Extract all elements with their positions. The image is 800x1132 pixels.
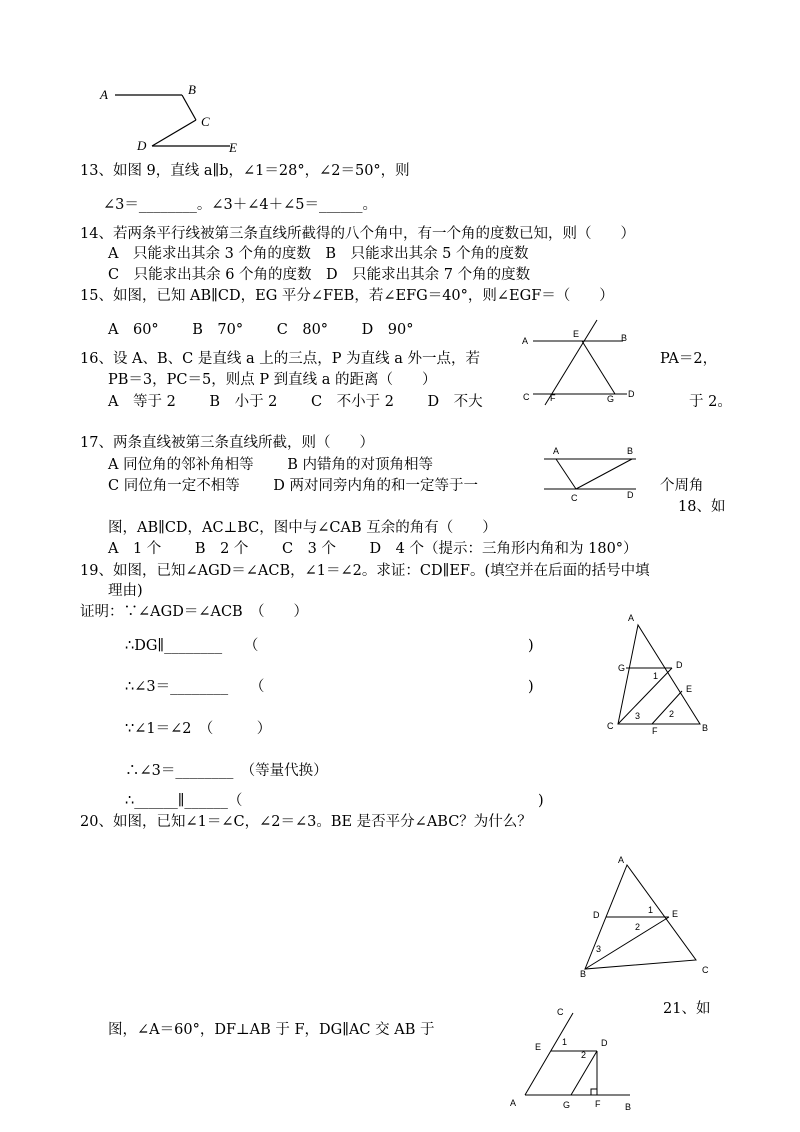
q20-label-1: 1	[648, 905, 654, 915]
q19-proof-4: ∵∠1＝∠2 （ ）	[125, 721, 272, 737]
q14-options-cd: C 只能求出其余 6 个角的度数 D 只能求出其余 7 个角的度数	[108, 267, 531, 283]
q14-options-ab: A 只能求出其余 3 个角的度数 B 只能求出其余 5 个角的度数	[108, 246, 529, 262]
figure-q21	[505, 1005, 640, 1115]
q20-label-3: 3	[596, 944, 602, 954]
q21-stem: 图，∠A＝60°，DF⊥AB 于 F，DG∥AC 交 AB 于	[108, 1022, 435, 1038]
figure-q17	[540, 442, 650, 507]
q19-proof-2-close: )	[528, 638, 534, 654]
q16-options-end: 于 2。	[689, 394, 732, 410]
q17-label-c: C	[571, 493, 578, 503]
q21-label-d: D	[601, 1038, 608, 1048]
label-d: D	[137, 138, 147, 153]
q17-options-ab: A 同位角的邻补角相等 B 内错角的对顶角相等	[108, 457, 433, 473]
q19-label-f: F	[652, 726, 658, 736]
figure-q19	[600, 605, 720, 740]
q17-options-cd-end: 个周角	[660, 478, 704, 494]
q16-line1-end: PA＝2，	[660, 351, 718, 367]
q21-label-c: C	[557, 1007, 564, 1017]
q15-label-e: E	[573, 329, 580, 339]
q19-proof-6-close: )	[538, 793, 544, 809]
q20-label-e: E	[672, 909, 679, 919]
q15-label-b: B	[621, 333, 628, 343]
figure-q20	[580, 848, 720, 983]
q17-stem: 17、两条直线被第三条直线所截，则（ ）	[80, 435, 374, 451]
q21-label-e: E	[535, 1042, 542, 1052]
q20-label-b: B	[580, 969, 587, 979]
q16-line2: PB＝3，PC＝5，则点 P 到直线 a 的距离（ ）	[108, 372, 437, 388]
label-e: E	[229, 140, 237, 155]
q20-stem: 20、如图，已知∠1＝∠C，∠2＝∠3。BE 是否平分∠ABC？为什么？	[80, 814, 532, 830]
q17-label-a: A	[553, 446, 560, 456]
q19-label-a: A	[628, 613, 635, 623]
q19-label-c: C	[607, 721, 614, 731]
q21-label-g: G	[563, 1100, 571, 1110]
q19-proof-2: ∴DG∥________ （	[125, 638, 259, 654]
q20-label-c: C	[702, 965, 709, 975]
q20-label-2: 2	[635, 922, 641, 932]
q21-label-f: F	[595, 1099, 601, 1109]
q15-options: A 60° B 70° C 80° D 90°	[108, 322, 414, 338]
q21-head: 21、如	[663, 1001, 711, 1017]
q18-head: 18、如	[678, 499, 726, 515]
q21-label-2: 2	[581, 1050, 587, 1060]
q19-label-b: B	[702, 723, 709, 733]
label-c: C	[201, 114, 210, 129]
q19-proof-5: ∴∠3＝________ （等量代换）	[125, 763, 328, 779]
q21-label-a: A	[510, 1098, 517, 1108]
q19-proof-6: ∴______∥______（	[125, 793, 243, 809]
q17-options-cd: C 同位角一定不相等 D 两对同旁内角的和一定等于一	[108, 478, 479, 494]
q20-label-a: A	[618, 855, 625, 865]
q21-label-b: B	[625, 1102, 632, 1112]
q19-stem-1: 19、如图，已知∠AGD＝∠ACB，∠1＝∠2。求证：CD∥EF。(填空并在后面的括号中填	[80, 563, 650, 579]
q15-label-g: G	[607, 394, 615, 404]
q19-label-d: D	[676, 660, 683, 670]
q17-label-d: D	[627, 490, 634, 500]
q19-label-1: 1	[653, 671, 659, 681]
q17-label-b: B	[627, 446, 634, 456]
q15-label-c: C	[523, 392, 530, 402]
q20-label-d: D	[593, 910, 600, 920]
label-b: B	[188, 82, 196, 97]
q14-stem: 14、若两条平行线被第三条直线所截得的八个角中，有一个角的度数已知，则（ ）	[80, 226, 635, 242]
q15-stem: 15、如图，已知 AB∥CD，EG 平分∠FEB，若∠EFG＝40°，则∠EGF＝（ ）	[80, 288, 614, 304]
q19-label-2: 2	[669, 709, 675, 719]
label-a: A	[100, 87, 108, 102]
q16-options: A 等于 2 B 小于 2 C 不小于 2 D 不大	[108, 394, 483, 410]
q15-label-a: A	[522, 336, 529, 346]
q19-stem-2: 理由)	[108, 583, 143, 599]
q15-label-f: F	[550, 393, 556, 403]
q19-label-g: G	[618, 663, 626, 673]
q13-line2: ∠3＝________。∠3＋∠4＋∠5＝______。	[103, 197, 377, 213]
q19-proof-3: ∴∠3＝________ （	[125, 679, 265, 695]
q13-line1: 13、如图 9，直线 a∥b，∠1＝28°，∠2＝50°，则	[80, 163, 410, 179]
q19-proof-1: 证明：∵∠AGD＝∠ACB （ ）	[80, 604, 308, 620]
q16-line1: 16、设 A、B、C 是直线 a 上的三点，P 为直线 a 外一点，若	[80, 351, 480, 367]
q18-stem: 图，AB∥CD，AC⊥BC，图中与∠CAB 互余的角有（ ）	[108, 520, 497, 536]
q19-label-3: 3	[635, 711, 641, 721]
q18-options: A 1 个 B 2 个 C 3 个 D 4 个（提示：三角形内角和为 180°）	[108, 541, 638, 557]
q21-label-1: 1	[562, 1037, 568, 1047]
figure-q15	[515, 315, 645, 410]
figure-zigzag	[95, 78, 255, 158]
q15-label-d: D	[628, 389, 635, 399]
q19-label-e: E	[686, 684, 693, 694]
q19-proof-3-close: )	[528, 679, 534, 695]
